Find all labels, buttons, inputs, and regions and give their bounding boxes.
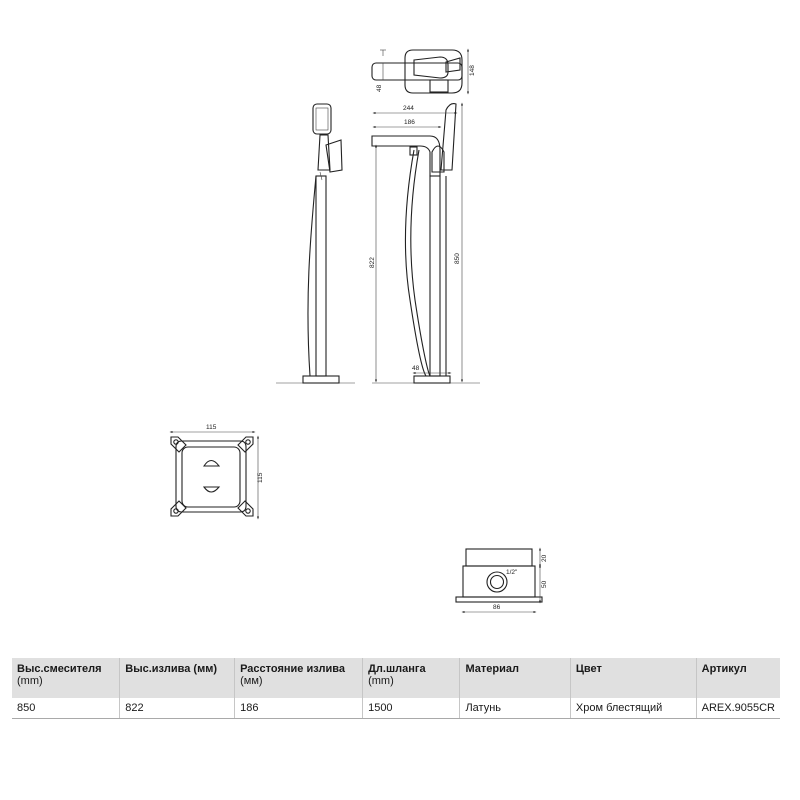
cell-color: Хром блестящий [570,698,696,719]
cell-article: AREX.9055CR [696,698,780,719]
top-view [372,50,476,93]
col-mixer-height: Выс.смесителя (mm) [12,658,120,698]
cell-hose-length: 1500 [363,698,460,719]
dim-50-label: 50 [541,580,548,588]
dim-115-height-label: 115 [257,472,264,483]
thread-label: 1/2" [506,569,518,576]
col-material: Материал [460,658,570,698]
dim-244-label: 244 [403,105,414,112]
col-spout-reach: Расстояние излива (мм) [235,658,363,698]
specs-header-row [12,658,780,698]
dim-850-label: 850 [454,253,461,264]
side-view-right [369,104,480,383]
mounting-plate [171,424,264,518]
cell-spout-height: 822 [120,698,235,719]
dim-86-label: 86 [493,604,501,611]
dim-148-label: 148 [469,65,476,76]
cell-material: Латунь [460,698,570,719]
specs-table [12,658,780,719]
dim-20-label: 20 [541,554,548,562]
dim-822-label: 822 [369,257,376,268]
col-spout-height: Выс.излива (мм) [120,658,235,698]
cell-spout-reach: 186 [235,698,363,719]
dim-115-width-label: 115 [206,424,217,431]
dim-48-top-label: 48 [376,84,383,92]
dim-48-base-label: 48 [412,365,420,372]
dim-186-label: 186 [404,119,415,126]
table-row [12,698,780,719]
col-article: Артикул [696,658,780,698]
side-view-left [276,104,355,383]
col-color: Цвет [570,658,696,698]
embedded-box [456,549,548,612]
col-hose-length: Дл.шланга (mm) [363,658,460,698]
cell-mixer-height: 850 [12,698,120,719]
